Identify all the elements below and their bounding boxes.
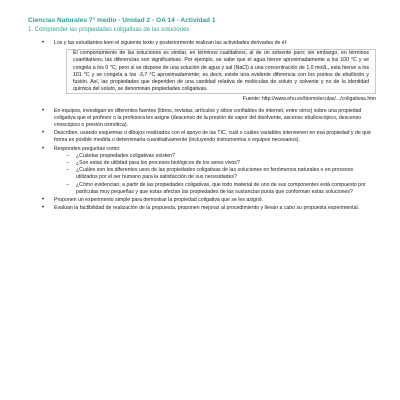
source-link[interactable]: Fuente: http://www.ehu.es/biomoleculas/.../coligativas.htm bbox=[242, 96, 376, 103]
page-title: Ciencias Naturales 7° medio - Unidad 2 - OA 14 - Actividad 1 bbox=[28, 17, 216, 24]
list-item: • Proponen un experimento simple para demostrar la propiedad coligativa que se les asignó. bbox=[42, 197, 376, 204]
quote-box bbox=[66, 49, 376, 94]
activity-list bbox=[42, 40, 376, 212]
question-item: − ¿Cuántas propiedades coligativas existen? bbox=[66, 153, 376, 160]
question-item: − ¿Cuáles son los diferentes usos de las propiedades coligativas de las soluciones en fenómenos naturales o en procesos utilizados por el ser humano para la satisfacción de sus necesidades? bbox=[66, 167, 376, 181]
list-item: • En equipos, investigan en diferentes fuentes (libros, revistas, artículos y sitios confiables de internet, entre otros) sobre una propiedad coligativa que el profesor o la profesora les asigne (descenso de la presión de vapor del disolvente, ascenso ebulloscópico, descenso crioscópico o presión osmótica). bbox=[42, 108, 376, 130]
intro-text: Los y las estudiantes leen el siguiente texto y posteriormente realizan las actividades derivadas de él: bbox=[54, 40, 288, 46]
list-item bbox=[42, 146, 376, 196]
questions-list bbox=[66, 153, 376, 196]
list-item bbox=[42, 40, 376, 104]
quote-text: El comportamiento de las soluciones es similar, en términos cualitativos, al de un solvente puro; sin embargo, en términos cuantitativos, las diferencias son significativas. Por ejemplo, se sabe que el agua hierve aproximadamente a los 100 °C y se congela a los 0 °C, pero si se dispone de una solución de agua y sal (NaCl) a una concentración de 1,0 mol/L, esta hierve a los 101 °C y se congela a los -3,7 °C aproximadamente; es decir, existe una evidente diferencia con los puntos de ebullición y fusión. Así, las propiedades que dependen de una cantidad relativa de moléculas de soluto y solvente y no de la identidad química del soluto, se denominan propiedades coligativas. bbox=[73, 50, 369, 93]
list-item: • Evalúan la factibilidad de realización de la propuesta, proponen mejoras al procedimiento y llevan a cabo su propuesta experimental. bbox=[42, 205, 376, 212]
question-item: − ¿Cómo evidencian, a partir de las propiedades coligativas, que todo material de uno de sus componentes está compuesto por partículas muy pequeñas y que estas afectan las propiedades de las sustancias puras que conforman estas soluciones? bbox=[66, 182, 376, 196]
section-subtitle: 1. Comprender las propiedades coligativas de las soluciones bbox=[28, 27, 190, 33]
question-item: − ¿Son estas de utilidad para los procesos biológicos de los seres vivos? bbox=[66, 160, 376, 167]
activity-body bbox=[42, 40, 376, 213]
questions-intro: Responden preguntas como: bbox=[54, 145, 121, 152]
list-item: • Describen, usando esquemas o dibujos realizados con el apoyo de las TIC, cuál o cuáles variables intervienen en esa propiedad y de qué forma es posible medirla o determinarla cuantitativamente (incluyendo instrumentos o equipos necesarios). bbox=[42, 130, 376, 144]
